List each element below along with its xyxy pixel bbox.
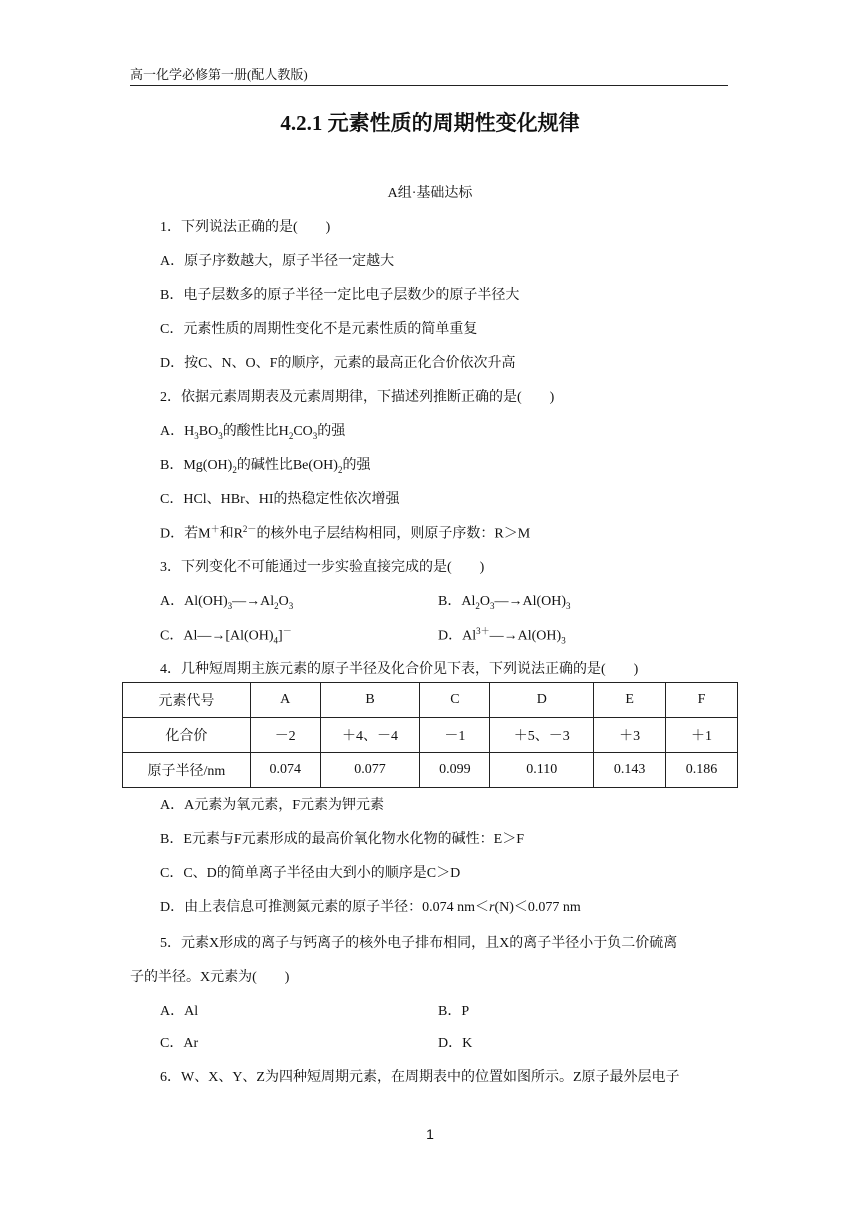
- q6-stem: 6．W、X、Y、Z为四种短周期元素，在周期表中的位置如图所示。Z原子最外层电子: [160, 1070, 680, 1085]
- row-header-radius: 原子半径/nm: [123, 753, 251, 788]
- q3-stem: 3．下列变化不可能通过一步实验直接完成的是( ): [160, 560, 485, 575]
- table-cell: 0.077: [320, 753, 420, 788]
- q1-option-d: D．按C、N、O、F的顺序，元素的最高正化合价依次升高: [160, 356, 516, 371]
- q5-option-b: B．P: [438, 1004, 470, 1019]
- row-header-code: 元素代号: [123, 683, 251, 718]
- table-cell: ＋5、－3: [490, 718, 594, 753]
- table-cell: A: [250, 683, 320, 718]
- table-cell: B: [320, 683, 420, 718]
- q4-option-b: B．E元素与F元素形成的最高价氧化物水化物的碱性：E＞F: [160, 832, 525, 847]
- table-cell: ＋4、－4: [320, 718, 420, 753]
- table-cell: 0.099: [420, 753, 490, 788]
- q2-option-c: C．HCl、HBr、HI的热稳定性依次增强: [160, 492, 400, 507]
- q3-option-a: A．$Al(OH)_3―\to Al_2O_3$: [160, 594, 294, 611]
- table-cell: C: [420, 683, 490, 718]
- row-header-valence: 化合价: [123, 718, 251, 753]
- q5-option-d: D．K: [438, 1036, 473, 1051]
- table-row-codes: [123, 683, 738, 718]
- q5-option-c: C．Ar: [160, 1036, 199, 1051]
- header-divider: [130, 85, 728, 86]
- page-header: 高一化学必修第一册(配人教版): [130, 67, 308, 82]
- q4-stem: 4．几种短周期主族元素的原子半径及化合价见下表，下列说法正确的是( ): [160, 662, 639, 677]
- table-cell: 0.074: [250, 753, 320, 788]
- q1-option-b: B．电子层数多的原子半径一定比电子层数少的原子半径大: [160, 288, 520, 303]
- q4-option-a: A．A元素为氧元素，F元素为钾元素: [160, 798, 385, 813]
- q3-option-c: C．$Al―\to[Al(OH)_4]^-$: [160, 626, 292, 646]
- table-cell: ＋3: [594, 718, 666, 753]
- table-cell: －2: [250, 718, 320, 753]
- table-cell: E: [594, 683, 666, 718]
- table-cell: 0.143: [594, 753, 666, 788]
- element-data-table: [122, 682, 738, 788]
- q1-option-c: C．元素性质的周期性变化不是元素性质的简单重复: [160, 322, 478, 337]
- q4-option-d: D．由上表信息可推测氮元素的原子半径：0.074 nm＜r(N)＜0.077 nm: [160, 900, 581, 915]
- table-row-radius: [123, 753, 738, 788]
- q4-option-c: C．C、D的简单离子半径由大到小的顺序是C＞D: [160, 866, 461, 881]
- q3-option-d: D．$Al^{3+}―\to Al(OH)_3$: [438, 626, 566, 646]
- q5-stem-line1: 5．元素X形成的离子与钙离子的核外电子排布相同，且X的离子半径小于负二价硫离: [160, 936, 678, 951]
- table-cell: D: [490, 683, 594, 718]
- q5-option-a: A．Al: [160, 1004, 199, 1019]
- q5-stem-line2: 子的半径。X元素为( ): [130, 970, 290, 985]
- table-cell: 0.110: [490, 753, 594, 788]
- q1-stem: 1．下列说法正确的是( ): [160, 220, 331, 235]
- table-cell: －1: [420, 718, 490, 753]
- page-title: 4.2.1 元素性质的周期性变化规律: [280, 111, 580, 135]
- page-number: 1: [426, 1126, 434, 1142]
- q3-option-b: B．$Al_2O_3―\to Al(OH)_3$: [438, 594, 571, 611]
- section-heading: A组·基础达标: [387, 186, 473, 201]
- q1-option-a: A．原子序数越大，原子半径一定越大: [160, 254, 395, 269]
- q2-stem: 2．依据元素周期表及元素周期律，下描述列推断正确的是( ): [160, 390, 555, 405]
- q2-option-d: D．若M＋和$R^{2-}$的核外电子层结构相同，则原子序数：R＞M: [160, 524, 531, 542]
- table-cell: ＋1: [666, 718, 738, 753]
- table-cell: F: [666, 683, 738, 718]
- q2-option-b: B．$Mg(OH)_2$的碱性比$Be(OH)_2$的强: [160, 458, 371, 475]
- table-cell: 0.186: [666, 753, 738, 788]
- q2-option-a: A．$H_3BO_3$的酸性比$H_2CO_3$的强: [160, 424, 346, 441]
- table-row-valence: [123, 718, 738, 753]
